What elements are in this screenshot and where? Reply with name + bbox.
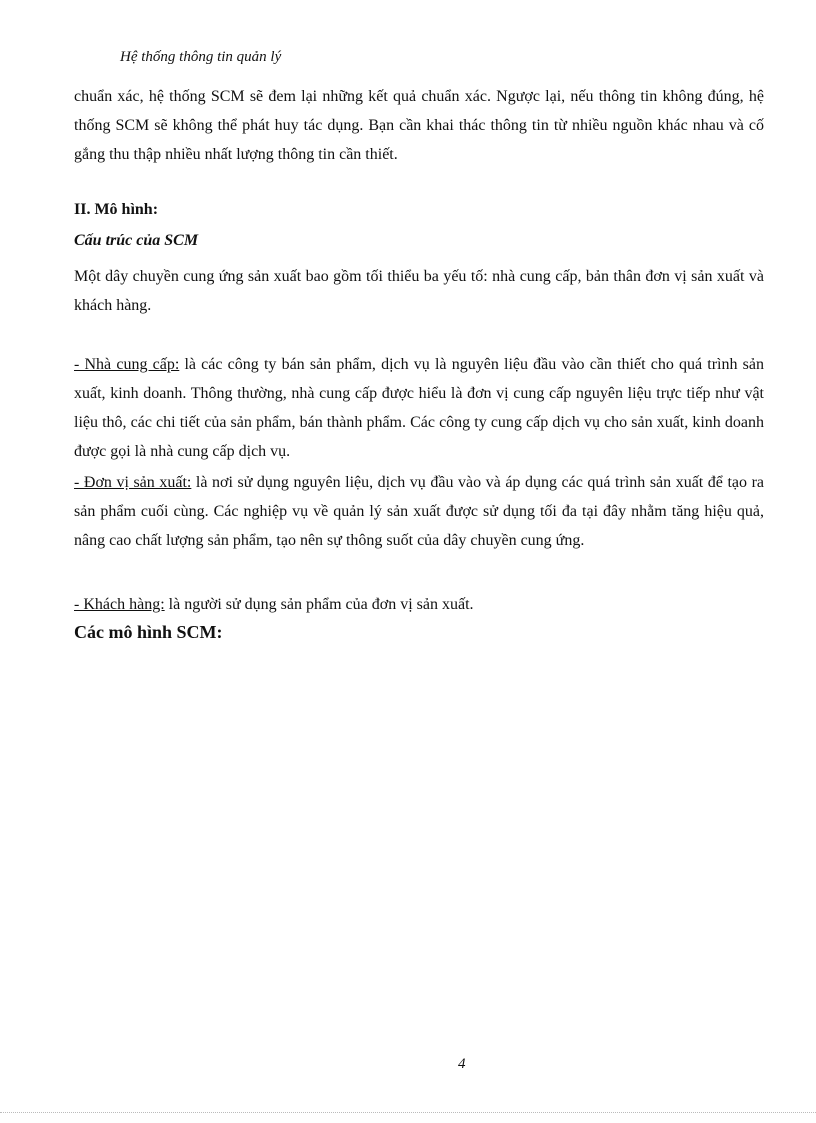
definition-term-customer: - Khách hàng: [74, 596, 165, 613]
definition-text-customer: là người sử dụng sản phẩm của đơn vị sản xuất. [164, 596, 474, 613]
subheading-structure: Cấu trúc của SCM [74, 232, 199, 249]
definition-manufacturer [74, 468, 764, 555]
definition-supplier [74, 350, 764, 466]
definition-term-manufacturer: - Đơn vị sản xuất: [74, 474, 192, 491]
heading-scm-models: Các mô hình SCM: [74, 622, 223, 642]
page-bottom-edge [0, 1112, 816, 1113]
paragraph-structure-intro: Một dây chuyền cung ứng sản xuất bao gồm tối thiểu ba yếu tố: nhà cung cấp, bản thân đơn vị sản xuất và khách hàng. [74, 268, 764, 314]
paragraph-intro: chuẩn xác, hệ thống SCM sẽ đem lại những kết quả chuẩn xác. Ngược lại, nếu thông tin không đúng, hệ thống SCM sẽ không thể phát huy tác dụng. Bạn cần khai thác thông tin từ nhiều nguồn khác nhau và cố gắng thu thập nhiều nhất lượng thông tin cần thiết. [74, 88, 764, 163]
definition-text-manufacturer: là nơi sử dụng nguyên liệu, dịch vụ đầu vào và áp dụng các quá trình sản xuất để tạo ra sản phẩm cuối cùng. Các nghiệp vụ về quản lý sản xuất được sử dụng tối đa tại đây nhằm tăng hiệu quả, nâng cao chất lượng sản phẩm, tạo nên sự thông suốt của dây chuyền cung ứng. [74, 474, 765, 549]
page-number: 4 [458, 1056, 466, 1072]
definition-term-supplier: - Nhà cung cấp: [74, 356, 180, 373]
definition-customer [74, 590, 764, 619]
section-heading-model: II. Mô hình: [74, 201, 159, 218]
definition-text-supplier: là các công ty bán sản phẩm, dịch vụ là nguyên liệu đầu vào cần thiết cho quá trình sản xuất, kinh doanh. Thông thường, nhà cung cấp được hiểu là đơn vị cung cấp nguyên liệu trực tiếp như vật liệu thô, các chi tiết của sản phẩm, bán thành phẩm. Các công ty cung cấp dịch vụ cho sản xuất, kinh doanh được gọi là nhà cung cấp dịch vụ. [74, 356, 765, 460]
running-header: Hệ thống thông tin quản lý [120, 49, 282, 65]
